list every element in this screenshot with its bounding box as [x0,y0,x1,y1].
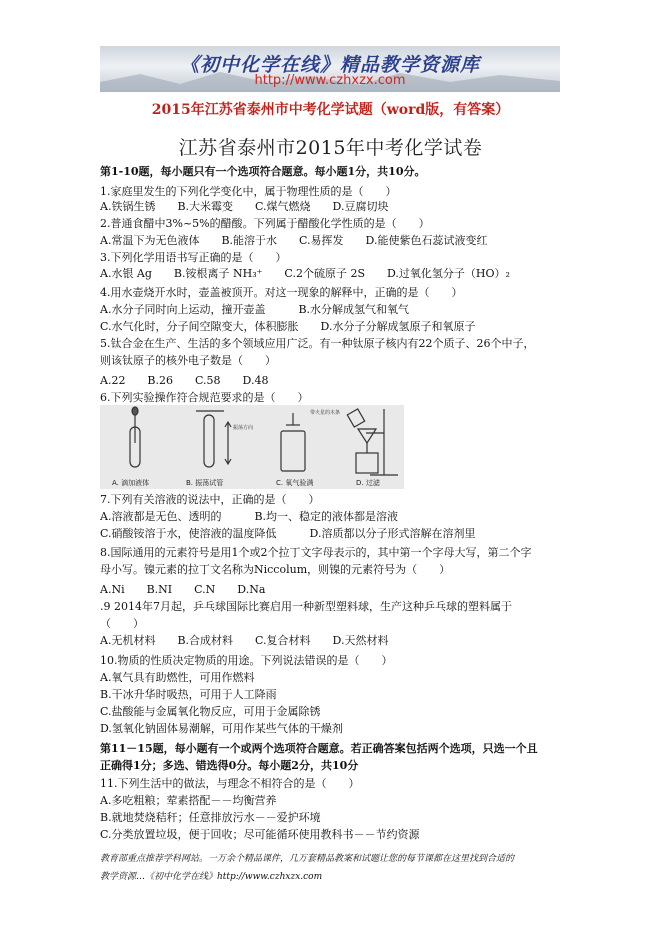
text-line: C.盐酸能与金属氧化物反应，可用于金属除锈 [100,705,321,718]
text-line: 7.下列有关溶液的说法中，正确的是（ ） [100,493,320,506]
label-b: B. 振荡试管 [186,479,224,487]
label-c: C. 氧气验满 [276,479,314,487]
test-tube-illustration [196,411,231,467]
text-line: 11.下列生活中的做法，与理念不相符合的是（ ） [100,777,360,790]
label-a: A. 滴加液体 [112,479,150,487]
text-line: 则该钛原子的核外电子数是（ ） [100,354,276,367]
text-line: C.分类放置垃圾，便于回收；尽可能循环使用教科书－－节约资源 [100,828,420,841]
text-line: A.多吃粗粮；荤素搭配－－均衡营养 [100,794,277,807]
experiment-figure [100,405,404,489]
footer-line: 教育部重点推荐学科网站。一万余个精品课件，几万套精品教案和试题让您的每节课都在这里找到合适的 [100,854,515,864]
text-line: 8.国际通用的元素符号是用1个或2个拉丁文字母表示的，其中第一个字母大写，第二个字 [100,546,532,559]
text-line: 5.钛合金在生产、生活的多个领域应用广泛。有一种钛原子核内有22个质子、26个中子， [100,337,535,350]
text-line: C.硝酸铵溶于水，使溶液的温度降低 D.溶质都以分子形式溶解在溶剂里 [100,527,476,540]
annotation-splint: 带火星的木条 [310,410,341,416]
header-banner [100,46,560,92]
text-line: A.溶液都是无色、透明的 B.均一、稳定的液体都是溶液 [100,510,399,523]
text-line: B.就地焚烧秸秆；任意排放污水－－爱护环境 [100,811,321,824]
text-line: A.水分子同时向上运动，撞开壶盖 B.水分解成氢气和氧气 [100,303,410,316]
text-line: A.铁锅生锈 B.大米霉变 C.煤气燃烧 D.豆腐切块 [100,200,389,213]
document-heading: 2015年江苏省泰州市中考化学试题（word版，有答案） [151,102,510,118]
text-line: A.氧气具有助燃性，可用作燃料 [100,671,255,684]
text-line: 第1-10题，每小题只有一个选项符合题意。每小题1分，共10分。 [100,165,426,178]
text-line: 10.物质的性质决定物质的用途。下列说法错误的是（ ） [100,654,393,667]
text-line: 2.普通食醋中3%~5%的醋酸。下列属于醋酸化学性质的是（ ） [100,217,430,230]
text-line: 3.下列化学用语书写正确的是（ ） [100,251,287,264]
text-line: 第11－15题，每小题有一个或两个选项符合题意。若正确答案包括两个选项，只选一个且 [100,742,538,755]
text-line: D.氢氧化钠固体易潮解，可用作某些气体的干燥剂 [100,722,343,735]
banner-title: 《初中化学在线》精品教学资源库 [179,54,480,76]
banner-url[interactable]: http://www.czhxzx.com [254,73,406,88]
text-line: 4.用水壶烧开水时，壶盖被顶开。对这一现象的解释中，正确的是（ ） [100,286,463,299]
text-line: A.无机材料 B.合成材料 C.复合材料 D.天然材料 [100,634,389,647]
text-line: C.水气化时，分子间空隙变大，体积膨胀 D.水分子分解成氢原子和氧原子 [100,320,476,333]
text-line: A.22 B.26 C.58 D.48 [100,374,269,387]
gas-jar-illustration [281,413,305,471]
text-line: B.干冰升华时吸热，可用于人工降雨 [100,688,277,701]
label-d: D. 过滤 [356,479,380,487]
dropper-illustration [130,407,140,467]
footer-line: 教学资源…《初中化学在线》http://www.czhxzx.com [100,872,323,882]
text-line: 正确得1分；多选、错选得0分。每小题2分，共10分 [100,759,359,772]
filtration-illustration [347,409,398,475]
annotation-shake: 振荡方向 [233,425,254,431]
text-line: 6.下列实验操作符合规范要求的是（ ） [100,391,309,404]
text-line: A.水银 Ag B.铵根离子 NH₃⁺ C.2个硫原子 2S D.过氧化氢分子（HO）₂ [100,267,510,280]
text-line: （ ） [100,617,144,630]
text-line: 1.家庭里发生的下列化学变化中，属于物理性质的是（ ） [100,185,397,198]
text-line: A.Ni B.NI C.N D.Na [100,583,266,596]
text-line: .9 2014年7月起，乒乓球国际比赛启用一种新型塑料球，生产这种乒乓球的塑料属于 [100,600,512,613]
exam-title: 江苏省泰州市2015年中考化学试卷 [178,137,483,159]
text-line: A.常温下为无色液体 B.能溶于水 C.易挥发 D.能使紫色石蕊试液变红 [100,234,488,247]
text-line: 母小写。镍元素的拉丁文名称为Niccolum，则镍的元素符号为（ ） [100,563,451,576]
